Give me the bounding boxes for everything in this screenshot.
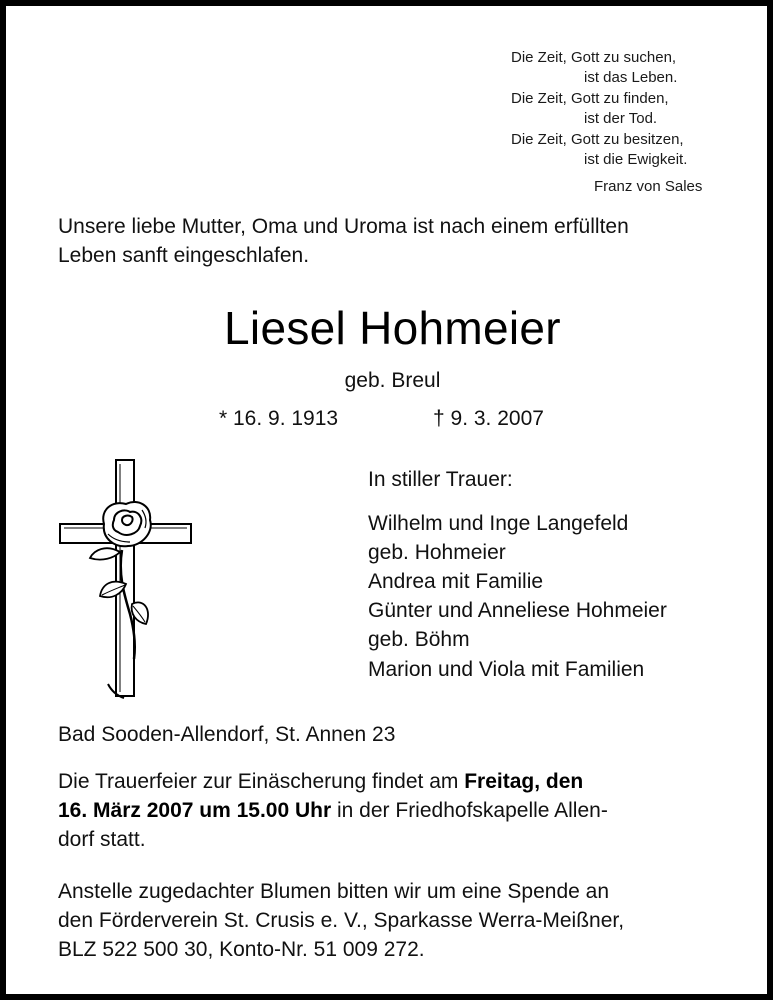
poem-line-5: Die Zeit, Gott zu besitzen, (511, 131, 684, 148)
funeral-line-3: dorf statt. (58, 828, 146, 851)
intro-line-2: Leben sanft eingeschlafen. (58, 244, 310, 267)
address: Bad Sooden-Allendorf, St. Annen 23 (58, 723, 396, 746)
birth-date: * 16. 9. 1913 (219, 407, 339, 430)
poem-line-4: ist der Tod. (584, 110, 658, 127)
poem-line-2: ist das Leben. (584, 69, 678, 86)
funeral-weekday: Freitag, den (464, 770, 584, 793)
intro-line-1: Unsere liebe Mutter, Oma und Uroma ist nach einem erfüllten (58, 215, 629, 238)
funeral-line-2-text: in der Friedhofskapelle Allen- (337, 799, 608, 822)
poem-line-3: Die Zeit, Gott zu finden, (511, 90, 669, 107)
deceased-name: Liesel Hohmeier (224, 302, 561, 354)
donation-line-1: Anstelle zugedachter Blumen bitten wir um eine Spende an (58, 880, 610, 903)
funeral-line-1 (58, 767, 726, 796)
funeral-line-1-text: Die Trauerfeier zur Einäscherung findet am (58, 770, 459, 793)
mourners-heading: In stiller Trauer: (368, 468, 513, 491)
poem-author: Franz von Sales (594, 178, 703, 195)
poem-line-6: ist die Ewigkeit. (584, 151, 688, 168)
mourner-line-6: Marion und Viola mit Familien (368, 658, 645, 681)
donation-line-2: den Förderverein St. Crusis e. V., Sparkasse Werra-Meißner, (58, 909, 625, 932)
mourner-line-2: geb. Hohmeier (368, 541, 506, 564)
mourner-line-5: geb. Böhm (368, 628, 470, 651)
mourner-line-4: Günter und Anneliese Hohmeier (368, 599, 667, 622)
death-date: † 9. 3. 2007 (433, 407, 544, 430)
mourner-line-1: Wilhelm und Inge Langefeld (368, 512, 629, 535)
maiden-name: geb. Breul (344, 369, 441, 392)
cross-with-rose-icon (54, 454, 198, 704)
funeral-date-time: 16. März 2007 um 15.00 Uhr (58, 799, 332, 822)
mourner-line-3: Andrea mit Familie (368, 570, 544, 593)
funeral-line-2 (58, 796, 726, 825)
poem-line-1: Die Zeit, Gott zu suchen, (511, 49, 677, 66)
donation-line-3: BLZ 522 500 30, Konto-Nr. 51 009 272. (58, 938, 425, 961)
